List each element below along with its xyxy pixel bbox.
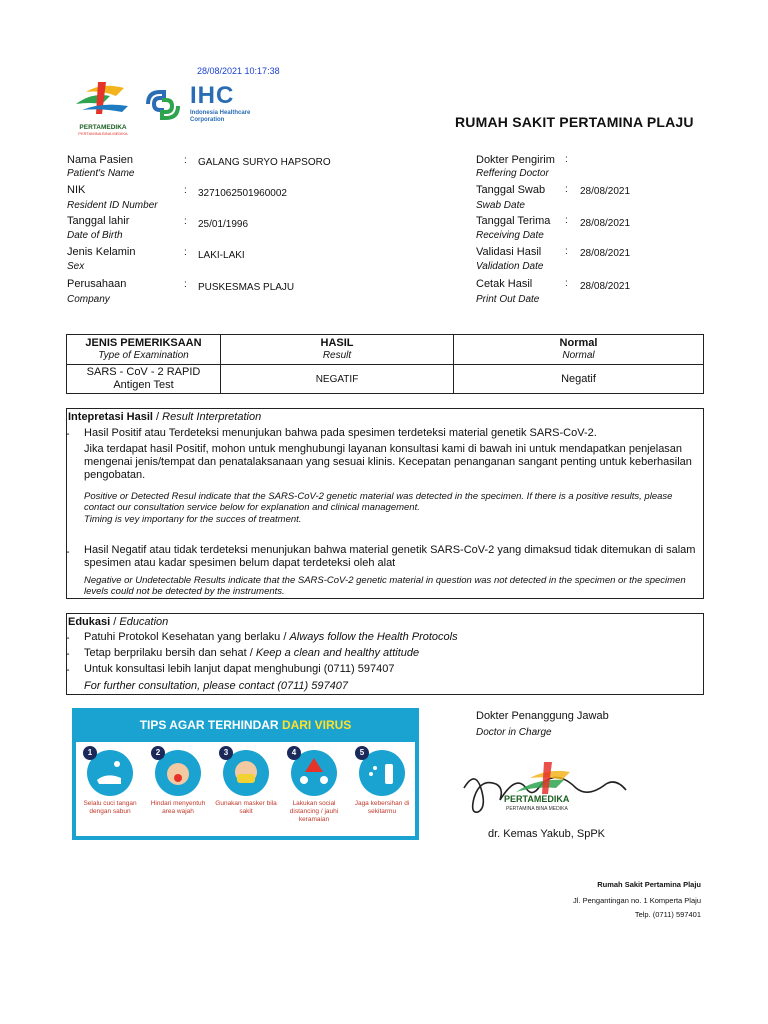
pertamedika-logo-text: PERTAMEDIKA <box>79 124 127 131</box>
footer-address: Jl. Pengantingan no. 1 Komperta Plaju <box>572 896 701 905</box>
header-normal <box>454 335 704 365</box>
table-header-row <box>67 335 704 365</box>
sex-label-en: Sex <box>67 261 85 272</box>
positive-result-line: Hasil Positif atau Terdeteksi menunjukan bahwa pada spesimen terdeteksi material genetik SARS-CoV-2. <box>84 427 597 439</box>
bullet-dash: - <box>66 648 70 660</box>
colon: : <box>565 215 568 226</box>
education-item-3-en: For further consultation, please contact (0711) 597407 <box>84 680 348 692</box>
referring-doctor-label: Dokter Pengirim <box>476 154 555 166</box>
face-mask-icon <box>223 750 269 796</box>
header-result-label-en: Result <box>322 350 352 361</box>
sex-label: Jenis Kelamin <box>67 246 136 258</box>
ihc-logo-sub2: Corporation <box>190 117 225 123</box>
patient-name-value: GALANG SURYO HAPSORO <box>198 157 331 168</box>
education-item-2-en: Keep a clean and healthy attitude <box>255 647 420 659</box>
pertamedika-logo <box>72 78 134 134</box>
validation-date-label: Validasi Hasil <box>476 246 542 258</box>
header-exam-type-label-en: Type of Examination <box>98 350 189 361</box>
bullet-dash: - <box>66 664 70 676</box>
doctor-in-charge-label-en: Doctor in Charge <box>476 727 552 738</box>
doctor-name: dr. Kemas Yakub, SpPK <box>488 828 605 840</box>
ihc-logo-subtext <box>190 110 250 124</box>
header-exam-type-label: JENIS PEMERIKSAAN <box>85 337 202 349</box>
bullet-dash: - <box>66 632 70 644</box>
doctor-in-charge-label: Dokter Penanggung Jawab <box>476 710 609 722</box>
header-normal-label-en: Normal <box>562 350 595 361</box>
swab-date-label-en: Swab Date <box>476 200 525 211</box>
colon: : <box>184 247 187 258</box>
ihc-logo <box>140 80 270 130</box>
interpretation-title-en: Result Interpretation <box>162 411 262 423</box>
tip-text: Hindari menyentuh area wajah <box>150 800 206 815</box>
education-title <box>68 616 168 628</box>
tip-item <box>282 750 346 824</box>
title-separator: / <box>152 411 163 423</box>
colon: : <box>184 279 187 290</box>
tip-number: 1 <box>83 746 97 760</box>
virus-tips-poster <box>72 708 419 840</box>
print-timestamp: 28/08/2021 10:17:38 <box>197 66 280 76</box>
hospital-title: RUMAH SAKIT PERTAMINA PLAJU <box>455 114 694 130</box>
education-box <box>66 613 704 695</box>
pertamedika-logo-subtext: PERTAMINA BINA MEDIKA <box>78 131 128 136</box>
colon: : <box>565 246 568 257</box>
education-item-2 <box>84 647 419 660</box>
nik-label: NIK <box>67 184 86 196</box>
tip-text: Selalu cuci tangan dengan sabun <box>83 800 137 815</box>
tip-text: Lakukan social distancing / jauhi keramaian <box>289 800 339 823</box>
education-item-3: Untuk konsultasi lebih lanjut dapat menghubungi (0711) 597407 <box>84 663 395 675</box>
company-label-en: Company <box>67 294 110 305</box>
education-title-main: Edukasi <box>68 616 111 628</box>
cleaning-spray-icon <box>359 750 405 796</box>
bullet-dash: - <box>66 428 70 440</box>
tip-number: 3 <box>219 746 233 760</box>
negative-result-line: Hasil Negatif atau tidak terdeteksi menunjukan bahwa material genetik SARS-CoV-2 yang dimaksud tidak ditemukan di salam spesimen atau kadar spesimen belum dapat terdeteksi oleh alat <box>84 544 696 569</box>
dob-label: Tanggal lahir <box>67 215 130 227</box>
validation-date-label-en: Validation Date <box>476 261 544 272</box>
referring-doctor-label-en: Reffering Doctor <box>476 168 549 179</box>
validation-date-value: 28/08/2021 <box>580 248 631 259</box>
company-label: Perusahaan <box>67 278 127 290</box>
positive-result-en-2: Timing is vey importany for the succes of treatment. <box>84 514 302 525</box>
stamp-text: PERTAMEDIKA <box>504 794 570 804</box>
bullet-dash: - <box>66 546 70 558</box>
negative-result-en: Negative or Undetectable Results indicate that the SARS-CoV-2 genetic material in question was not detected in the specimen or the specimen levels could not be detected by the instruments. <box>84 575 686 597</box>
nik-label-en: Resident ID Number <box>67 200 158 211</box>
sex-value: LAKI-LAKI <box>198 250 245 261</box>
ihc-logo-text: IHC <box>190 82 235 109</box>
receiving-date-label-en: Receiving Date <box>476 230 544 241</box>
education-item-1 <box>84 631 458 644</box>
positive-result-detail: Jika terdapat hasil Positif, mohon untuk menghubungi layanan konsultasi kami di bawah ini untuk mendapatkan penjelasan mengenai jenis/tempat dan penatalaksanaan yang sesuai klinis. Kecepatan penanganan sangant penting untuk keberhasilan pengobatan. <box>84 443 692 481</box>
tip-text: Gunakan masker bila sakit <box>215 800 277 815</box>
swab-date-label: Tanggal Swab <box>476 184 546 196</box>
header-normal-label: Normal <box>559 337 598 349</box>
tip-number: 2 <box>151 746 165 760</box>
social-distancing-icon <box>291 750 337 796</box>
exam-type-cell <box>67 365 221 394</box>
ihc-logo-sub1: Indonesia Healthcare <box>190 110 251 116</box>
print-date-label-en: Print Out Date <box>476 294 540 305</box>
education-item-1-en: Always follow the Health Protocols <box>289 631 458 643</box>
education-item-1-text: Patuhi Protokol Kesehatan yang berlaku / <box>84 631 290 643</box>
tip-number: 4 <box>287 746 301 760</box>
print-date-value: 28/08/2021 <box>580 281 631 292</box>
poster-heading <box>72 708 419 742</box>
company-value: PUSKESMAS PLAJU <box>198 282 295 293</box>
poster-heading-text: TIPS AGAR TERHINDAR <box>139 718 282 732</box>
tip-item <box>78 750 142 816</box>
normal-cell: Negatif <box>454 365 704 394</box>
patient-name-label-en: Patient's Name <box>67 168 135 179</box>
examination-table <box>66 334 704 394</box>
handwash-icon <box>87 750 133 796</box>
handwritten-signature-icon <box>456 748 636 828</box>
positive-result-en: Positive or Detected Resul indicate that the SARS-CoV-2 genetic material was detected in the specimen. If there is a positive results, please contact our consultation service below for explanation and clinical management. <box>84 491 673 513</box>
dob-value: 25/01/1996 <box>198 219 249 230</box>
poster-heading-highlight: DARI VIRUS <box>281 718 352 732</box>
poster-tips-panel <box>76 742 415 836</box>
education-item-2-text: Tetap berprilaku bersih dan sehat / <box>84 647 256 659</box>
tip-item <box>146 750 210 816</box>
colon: : <box>184 216 187 227</box>
education-title-en: Education <box>119 616 169 628</box>
result-cell: NEGATIF <box>221 365 454 394</box>
footer-hospital-name: Rumah Sakit Pertamina Plaju <box>597 880 701 889</box>
colon: : <box>565 184 568 195</box>
signature-stamp <box>456 748 636 828</box>
header-result <box>221 335 454 365</box>
tip-item <box>350 750 414 816</box>
nik-value: 3271062501960002 <box>198 188 287 199</box>
print-date-label: Cetak Hasil <box>476 278 533 290</box>
table-row <box>67 365 704 394</box>
colon: : <box>184 185 187 196</box>
footer-phone: Telp. (0711) 597401 <box>634 910 701 919</box>
dob-label-en: Date of Birth <box>67 230 123 241</box>
colon: : <box>565 154 568 165</box>
receiving-date-label: Tanggal Terima <box>476 215 551 227</box>
header-result-label: HASIL <box>320 337 354 349</box>
patient-name-label: Nama Pasien <box>67 154 134 166</box>
tip-number: 5 <box>355 746 369 760</box>
receiving-date-value: 28/08/2021 <box>580 218 631 229</box>
interpretation-title-main: Intepretasi Hasil <box>68 411 153 423</box>
exam-type-line2: Antigen Test <box>113 379 174 391</box>
no-face-touch-icon <box>155 750 201 796</box>
ihc-logo-icon <box>140 82 186 128</box>
pertamedika-logo-icon <box>72 78 134 118</box>
title-separator: / <box>110 616 120 628</box>
header-exam-type <box>67 335 221 365</box>
interpretation-title <box>68 411 261 423</box>
interpretation-box <box>66 408 704 599</box>
stamp-subtext: PERTAMINA BINA MEDIKA <box>506 806 568 812</box>
exam-type-line1: SARS - CoV - 2 RAPID <box>86 366 201 378</box>
colon: : <box>184 155 187 166</box>
tip-text: Jaga kebersihan di sekitarmu <box>354 800 410 815</box>
colon: : <box>565 278 568 289</box>
swab-date-value: 28/08/2021 <box>580 186 631 197</box>
tip-item <box>214 750 278 816</box>
